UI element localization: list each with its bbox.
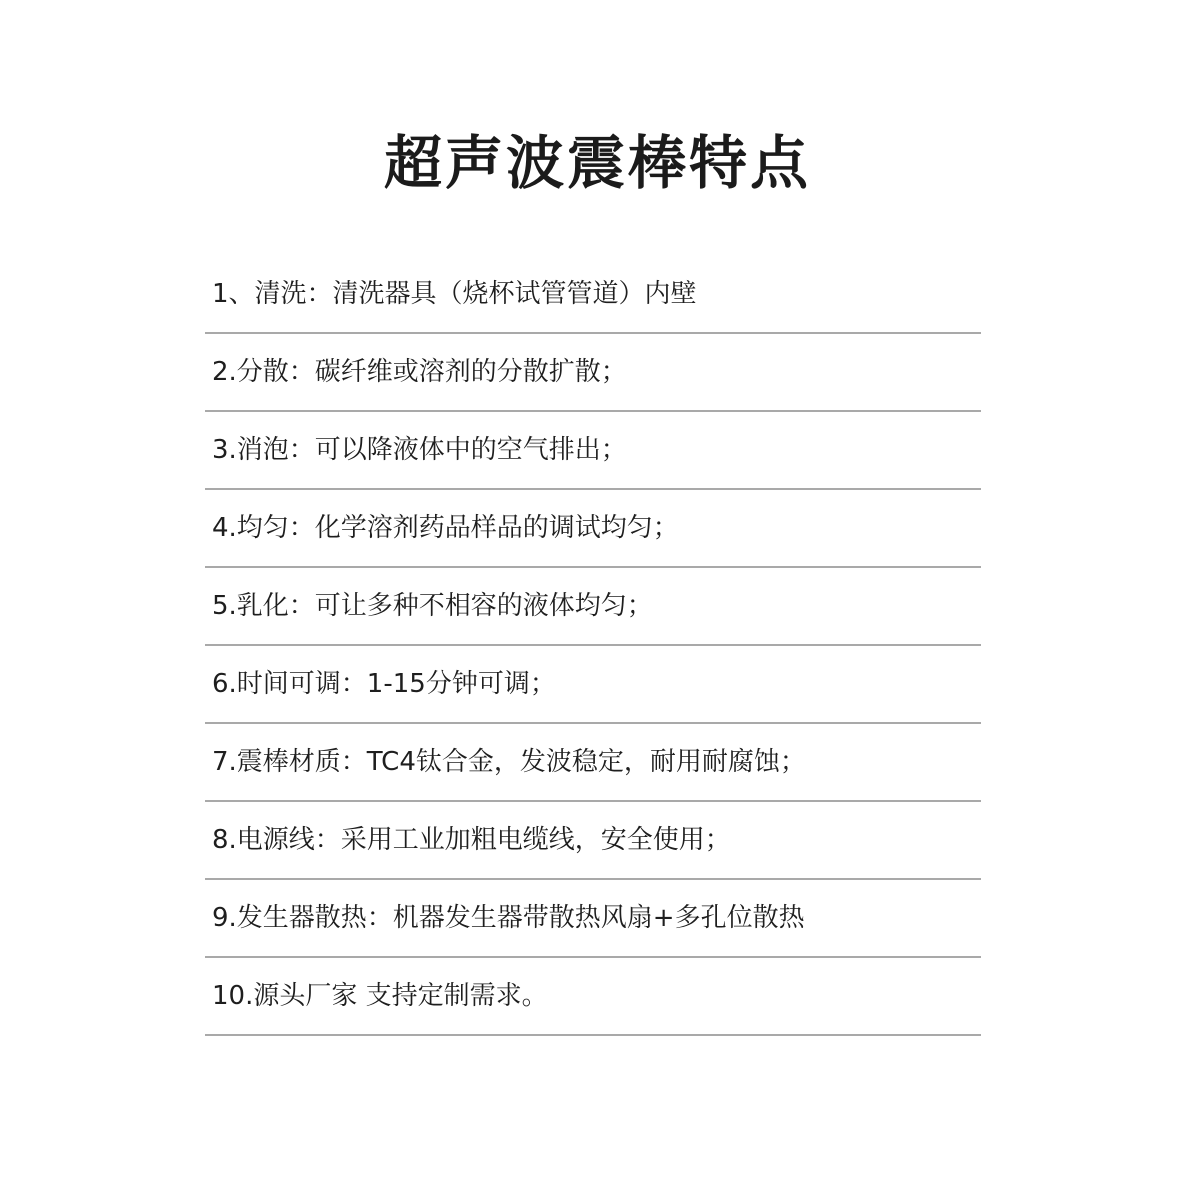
feature-text: 2.分散：碳纤维或溶剂的分散扩散； — [212, 357, 627, 387]
list-item — [205, 412, 981, 490]
list-item — [205, 880, 981, 958]
list-item — [205, 334, 981, 412]
page-title: 超声波震棒特点 — [383, 128, 811, 197]
feature-text: 1、清洗：清洗器具（烧杯试管管道）内壁 — [212, 279, 697, 309]
feature-text: 4.均匀：化学溶剂药品样品的调试均匀； — [212, 513, 679, 543]
feature-text: 9.发生器散热：机器发生器带散热风扇+多孔位散热 — [212, 903, 805, 933]
list-item — [205, 724, 981, 802]
list-item — [205, 256, 981, 334]
feature-text: 3.消泡：可以降液体中的空气排出； — [212, 435, 627, 465]
feature-text: 8.电源线：采用工业加粗电缆线，安全使用； — [212, 825, 731, 855]
list-item — [205, 646, 981, 724]
feature-text: 10.源头厂家 支持定制需求。 — [212, 981, 548, 1011]
list-item — [205, 958, 981, 1036]
list-item — [205, 568, 981, 646]
list-item — [205, 802, 981, 880]
list-item — [205, 490, 981, 568]
feature-text: 5.乳化：可让多种不相容的液体均匀； — [212, 591, 653, 621]
feature-list — [205, 256, 981, 1036]
feature-text: 6.时间可调：1-15分钟可调； — [212, 669, 556, 699]
feature-text: 7.震棒材质：TC4钛合金，发波稳定，耐用耐腐蚀； — [212, 747, 806, 777]
